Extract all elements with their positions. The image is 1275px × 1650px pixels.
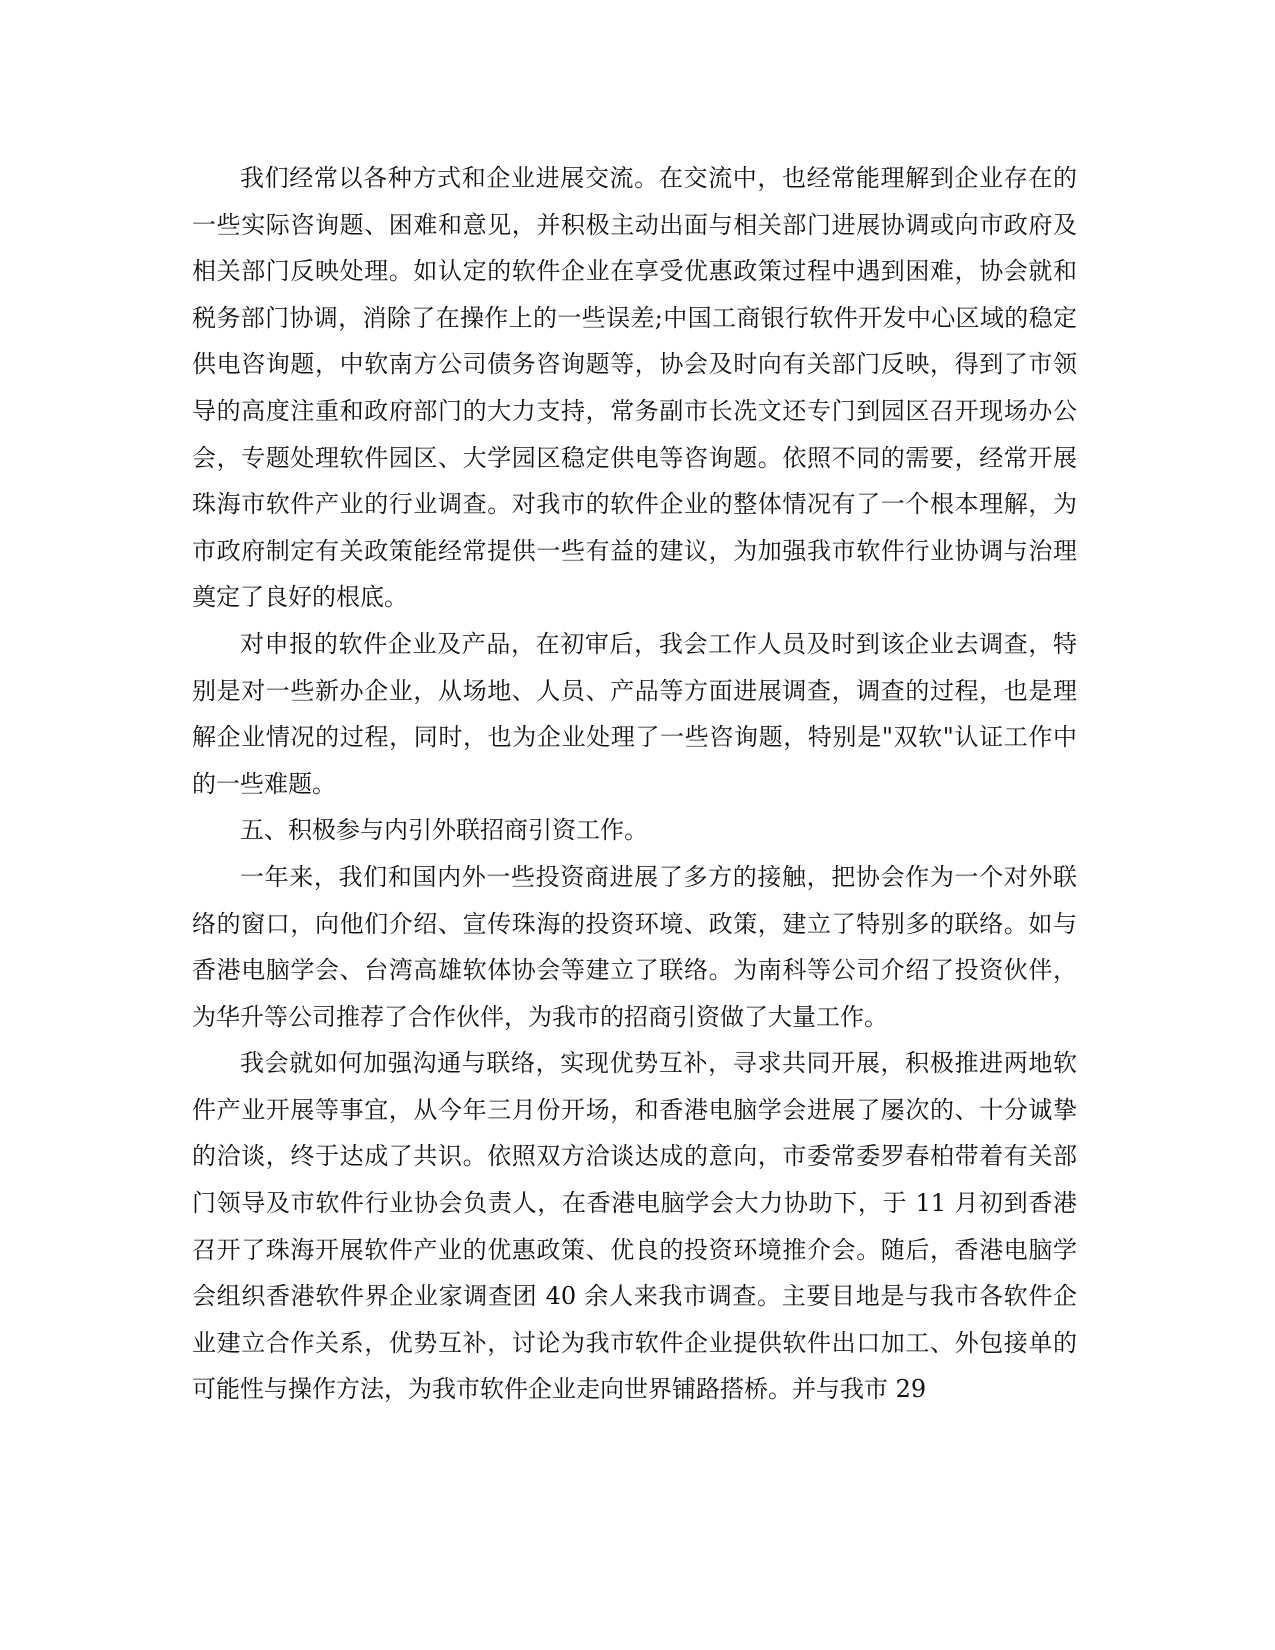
section-heading-investment: 五、积极参与内引外联招商引资工作。: [240, 816, 648, 845]
paragraph-hongkong-cooperation: 我会就如何加强沟通与联络，实现优势互补，寻求共同开展，积极推进两地软件产业开展等事宜，从今年三月份开场，和香港电脑学会进展了屡次的、十分诚挚的洽谈，终于达成了共识。依照双方洽谈达成的意向，市委常委罗春柏带着有关部门领导及市软件行业协会负责人，在香港电脑学会大力协助下，于 11 月初到香港召开了珠海开展软件产业的优惠政策、优良的投资环境推介会。随后，香港电脑学会组织香港软件界企业家调查团 40 余人来我市调查。主要目地是与我市各软件企业建立合作关系，优势互补，讨论为我市软件企业提供软件出口加工、外包接单的可能性与操作方法，为我市软件企业走向世界铺路搭桥。并与我市 29: [192, 1049, 1077, 1404]
paragraph-external-contacts: 一年来，我们和国内外一些投资商进展了多方的接触，把协会作为一个对外联络的窗口，向他们介绍、宣传珠海的投资环境、政策，建立了特别多的联络。如与香港电脑学会、台湾高雄软体协会等建立了联络。为南科等公司介绍了投资伙伴，为华升等公司推荐了合作伙伴，为我市的招商引资做了大量工作。: [192, 862, 1077, 1031]
document-body: [192, 155, 1077, 1413]
paragraph-enterprise-investigation: 对申报的软件企业及产品，在初审后，我会工作人员及时到该企业去调查，特别是对一些新办企业，从场地、人员、产品等方面进展调查，调查的过程，也是理解企业情况的过程，同时，也为企业处理了一些咨询题，特别是"双软"认证工作中的一些难题。: [192, 629, 1077, 798]
paragraph-enterprise-communication: 我们经常以各种方式和企业进展交流。在交流中，也经常能理解到企业存在的一些实际咨询题、困难和意见，并积极主动出面与相关部门进展协调或向市政府及相关部门反映处理。如认定的软件企业在享受优惠政策过程中遇到困难，协会就和税务部门协调，消除了在操作上的一些误差;中国工商银行软件开发中心区域的稳定供电咨询题，中软南方公司债务咨询题等，协会及时向有关部门反映，得到了市领导的高度注重和政府部门的大力支持，常务副市长冼文还专门到园区召开现场办公会，专题处理软件园区、大学园区稳定供电等咨询题。依照不同的需要，经常开展珠海市软件产业的行业调查。对我市的软件企业的整体情况有了一个根本理解，为市政府制定有关政策能经常提供一些有益的建议，为加强我市软件行业协调与治理奠定了良好的根底。: [192, 164, 1077, 612]
